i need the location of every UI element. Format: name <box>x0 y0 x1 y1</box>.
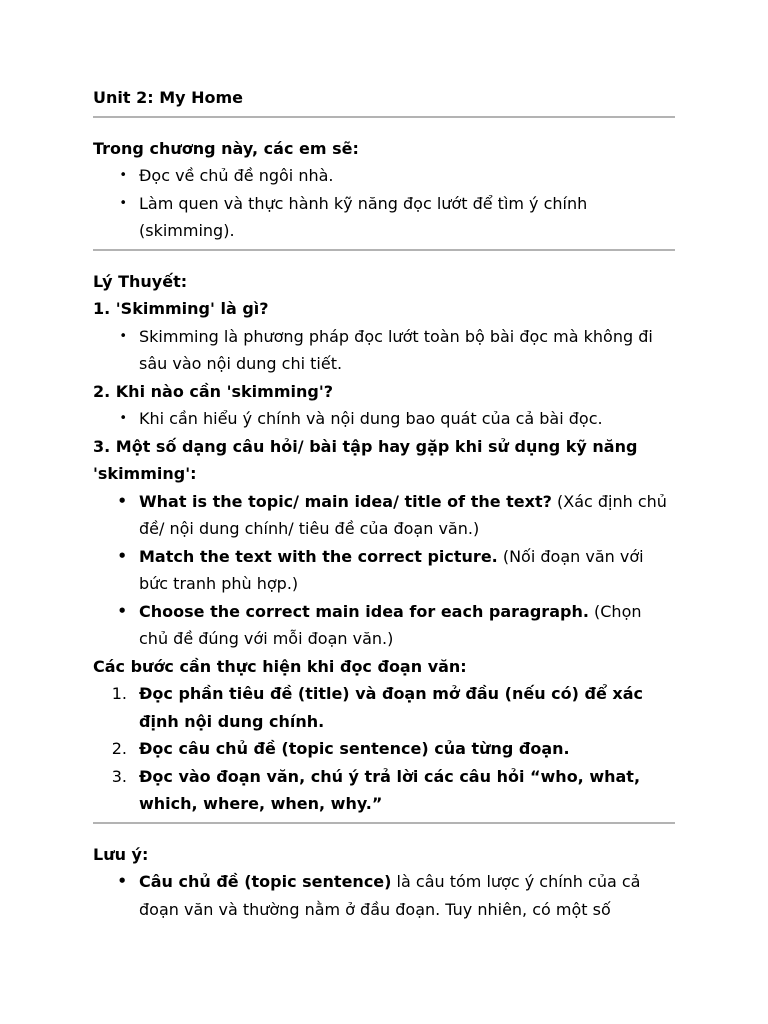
list-item: • What is the topic/ main idea/ title of the text? (Xác định chủ đề/ nội dung chính/ tiêu đề của đoạn văn.) <box>93 488 675 543</box>
steps-heading: Các bước cần thực hiện khi đọc đoạn văn: <box>93 656 467 676</box>
theory-heading: Lý Thuyết: <box>93 271 188 291</box>
question-2-list <box>93 405 675 433</box>
step-number: 1. <box>111 684 127 703</box>
bullet-icon: • <box>117 546 127 565</box>
list-item: 3. Đọc vào đoạn văn, chú ý trả lời các câu hỏi “who, what, which, where, when, why.” <box>93 763 675 818</box>
divider <box>93 822 675 824</box>
question-2-heading: 2. Khi nào cần 'skimming'? <box>93 381 334 401</box>
intro-list <box>93 162 675 245</box>
list-item: 1. Đọc phần tiêu đề (title) và đoạn mở đầu (nếu có) để xác định nội dung chính. <box>93 680 675 735</box>
list-item: • Choose the correct main idea for each paragraph. (Chọn chủ đề đúng với mỗi đoạn văn.) <box>93 598 675 653</box>
notes-list <box>93 868 675 923</box>
list-item: • Đọc về chủ đề ngôi nhà. <box>93 162 675 190</box>
bullet-icon: • <box>119 195 127 211</box>
bullet-icon: • <box>119 168 127 183</box>
notes-heading: Lưu ý: <box>93 844 149 864</box>
divider <box>93 116 675 118</box>
list-item: 2. Đọc câu chủ đề (topic sentence) của từng đoạn. <box>93 735 675 763</box>
bullet-icon: • <box>117 872 127 890</box>
list-item: • Match the text with the correct picture. (Nối đoạn văn với bức tranh phù hợp.) <box>93 543 675 598</box>
document-content <box>93 84 675 923</box>
list-item: • Câu chủ đề (topic sentence) là câu tóm lược ý chính của cả đoạn văn và thường nằm ở đầu đoạn. Tuy nhiên, có một số <box>93 868 675 923</box>
divider <box>93 249 675 251</box>
steps-list <box>93 680 675 818</box>
bullet-icon: • <box>117 491 127 510</box>
question-3-heading: 3. Một số dạng câu hỏi/ bài tập hay gặp khi sử dụng kỹ năng 'skimming': <box>93 436 638 483</box>
question-1-heading: 1. 'Skimming' là gì? <box>93 299 269 318</box>
list-item: • Làm quen và thực hành kỹ năng đọc lướt để tìm ý chính (skimming). <box>93 190 675 245</box>
intro-heading: Trong chương này, các em sẽ: <box>93 138 359 158</box>
bullet-icon: • <box>119 328 127 344</box>
question-3-list <box>93 488 675 653</box>
step-number: 3. <box>111 766 127 786</box>
list-item: • Khi cần hiểu ý chính và nội dung bao quát của cả bài đọc. <box>93 405 675 433</box>
question-1-list <box>93 323 675 378</box>
document-title: Unit 2: My Home <box>93 88 244 107</box>
list-item: • Skimming là phương pháp đọc lướt toàn bộ bài đọc mà không đi sâu vào nội dung chi tiết. <box>93 323 675 378</box>
bullet-icon: • <box>117 601 127 620</box>
step-number: 2. <box>111 739 127 758</box>
bullet-icon: • <box>119 411 127 426</box>
